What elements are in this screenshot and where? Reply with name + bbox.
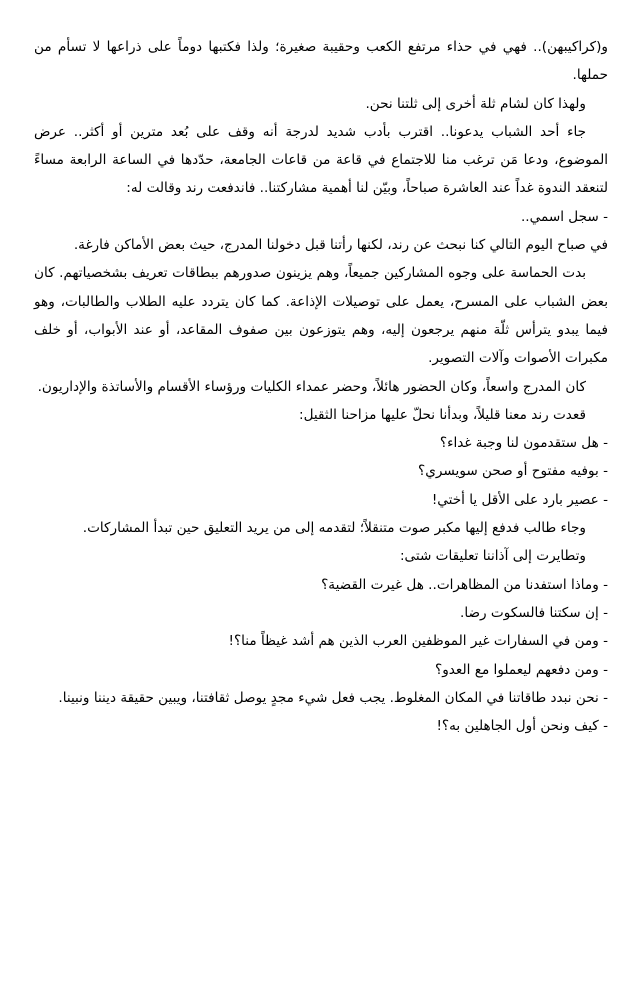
paragraph: جاء أحد الشباب يدعونا.. اقترب بأدب شديد لدرجة أنه وقف على بُعد مترين أو أكثر.. عرض الموضوع، ودعا مَن ترغب منا للاجتماع في قاعة من قاعات الجامعة، حدّدها في الساعة الرابعة مساءً لتنعقد الندوة غداً عند العاشرة صباحاً، وبيّن لنا أهمية مشاركتنا.. فاندفعت رند وقالت له: bbox=[34, 123, 608, 197]
dialogue-line: - ومن في السفارات غير الموظفين العرب الذين هم أشد غيظاً منا؟! bbox=[228, 633, 608, 650]
dialogue-line: - إن سكتنا فالسكوت رضا. bbox=[460, 604, 608, 621]
dialogue-line: - هل ستقدمون لنا وجبة غداء؟ bbox=[439, 435, 608, 452]
paragraph: بدت الحماسة على وجوه المشاركين جميعاً، وهم يزينون صدورهم ببطاقات تعريف بشخصياتهم. كان بعض الشباب على المسرح، يعمل على توصيلات الإذاعة. كما كان يتردد عليه الطلاب والطالبات، وهو فيما يبدو يترأس ثلّة منهم يرجعون إليه، وهم يتوزعون بين صفوف المقاعد، أو عند الأبواب، أو خلف مكبرات الأصوات وآلات التصوير. bbox=[34, 265, 608, 367]
paragraph: وجاء طالب فدفع إليها مكبر صوت متنقلاً؛ لتقدمه إلى من يريد التعليق حين تبدأ المشاركات. bbox=[82, 520, 586, 537]
paragraph: في صباح اليوم التالي كنا نبحث عن رند، لكنها رأتنا قبل دخولنا المدرج، حيث بعض الأماكن فارغة. bbox=[73, 237, 608, 254]
paragraph: و(كراكيبهن).. فهي في حذاء مرتفع الكعب وحقيبة صغيرة؛ ولذا فكتبها دوماً على ذراعها لا تسأم من حملها. bbox=[34, 39, 608, 84]
paragraph: قعدت رند معنا قليلاً، وبدأنا نحلّ عليها مزاحنا الثقيل: bbox=[299, 406, 586, 423]
dialogue-line: - نحن نبدد طاقاتنا في المكان المغلوط. يجب فعل شيء مجدٍ يوصل ثقافتنا، ويبين حقيقة ديننا ونبينا. bbox=[58, 689, 608, 706]
paragraph: ولهذا كان لشام ثلة أخرى إلى ثلتنا نحن. bbox=[365, 95, 586, 112]
paragraph: وتطايرت إلى آذاننا تعليقات شتى: bbox=[399, 548, 586, 565]
dialogue-line: - سجل اسمي.. bbox=[520, 208, 608, 225]
paragraph: كان المدرج واسعاً، وكان الحضور هائلاً، وحضر عمداء الكليات ورؤساء الأقسام والأساتذة والإداريون. bbox=[37, 378, 586, 395]
dialogue-line: - وماذا استفدنا من المظاهرات.. هل غيرت القضية؟ bbox=[321, 576, 608, 593]
dialogue-line: - كيف ونحن أول الجاهلين به؟! bbox=[436, 718, 608, 735]
document-page bbox=[34, 33, 608, 740]
dialogue-line: - ومن دفعهم ليعملوا مع العدو؟ bbox=[435, 661, 608, 678]
dialogue-line: - عصير بارد على الأقل يا أختي! bbox=[431, 491, 608, 508]
dialogue-line: - بوفيه مفتوح أو صحن سويسري؟ bbox=[418, 463, 608, 480]
